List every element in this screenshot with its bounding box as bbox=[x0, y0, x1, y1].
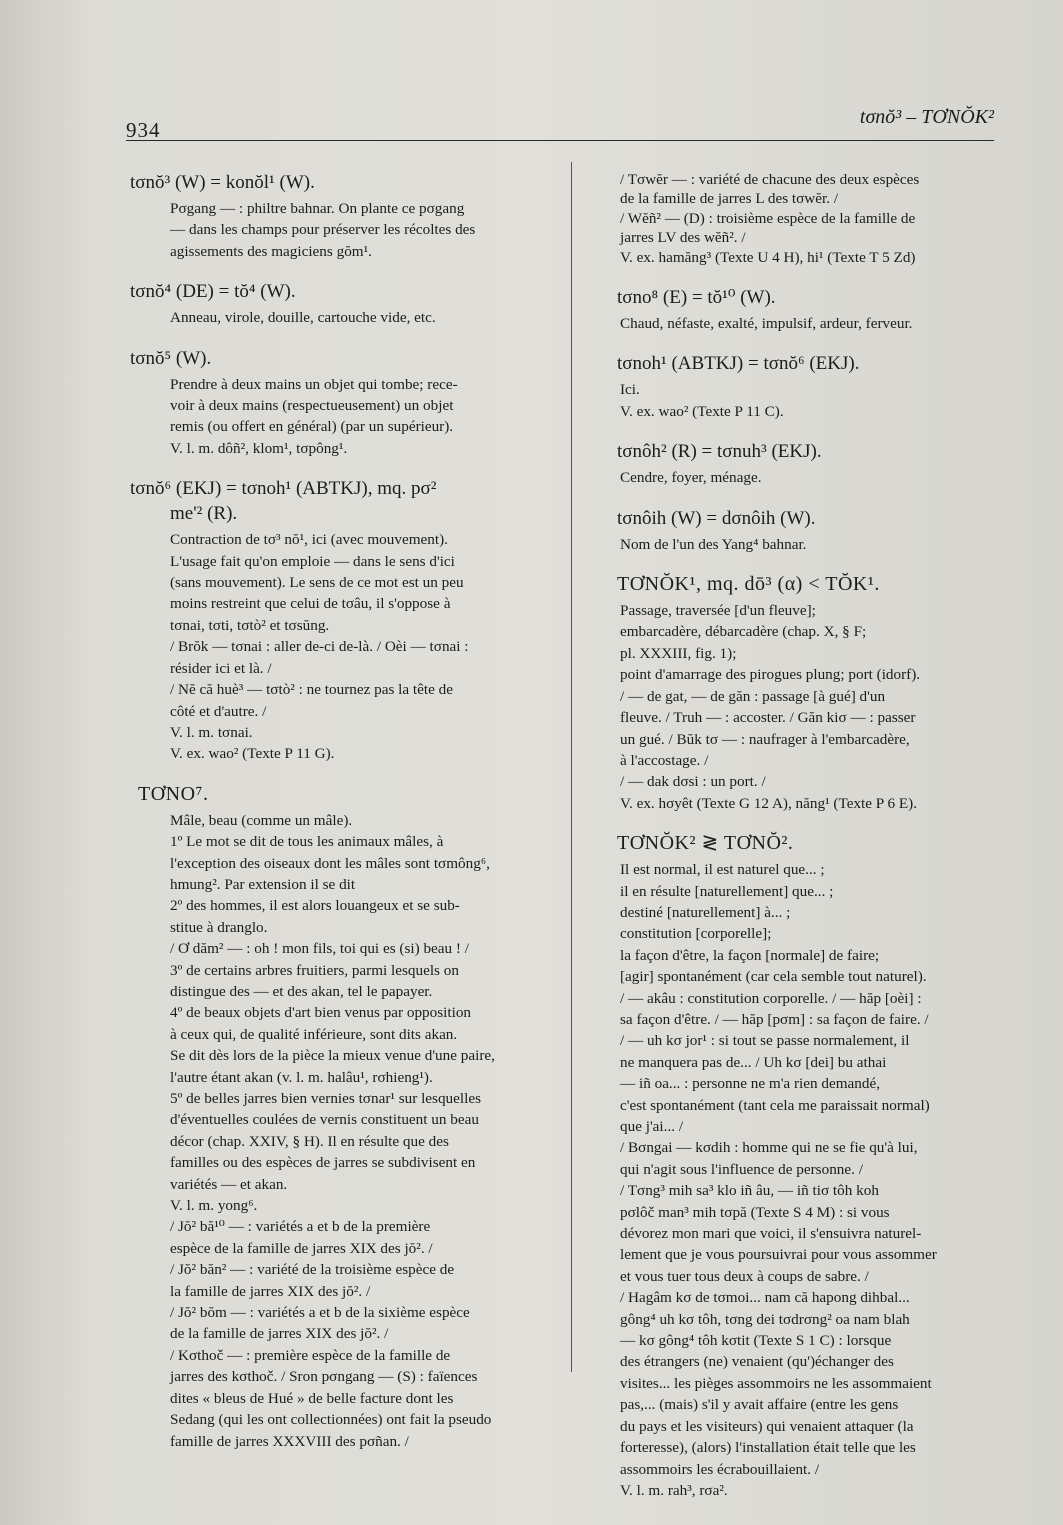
entry-line: dévorez mon mari que voici, il s'ensuivra naturel- bbox=[620, 1225, 922, 1243]
entry-line: du pays et les visiteurs) qui venaient attaquer (la bbox=[620, 1417, 914, 1435]
entry-tonok1 bbox=[617, 572, 997, 813]
entry-line: la façon d'être, la façon [normale] de faire; bbox=[620, 946, 880, 964]
entry-line: dites « bleus de Hué » de belle facture dont les bbox=[170, 1389, 454, 1407]
entry-line: 4º de beaux objets d'art bien venus par opposition bbox=[170, 1004, 472, 1022]
left-column bbox=[130, 170, 556, 1469]
entry-line: il en résulte [naturellement] que... ; bbox=[620, 882, 834, 900]
entry-line: V. l. m. tσnai. bbox=[170, 723, 253, 741]
entry-tono5 bbox=[130, 346, 556, 459]
entry-line: l'exception des oiseaux dont les mâles sont tσmông⁶, bbox=[170, 854, 490, 872]
entry-line: à ceux qui, de qualité inférieure, sont dits akan. bbox=[170, 1025, 458, 1043]
entry-line: 3º de certains arbres fruitiers, parmi lesquels on bbox=[170, 961, 459, 979]
entry-line: / Nĕ că huè³ — tσtò² : ne tournez pas la tête de bbox=[170, 681, 453, 699]
entry-line: 2º des hommes, il est alors louangeux et se sub- bbox=[170, 897, 460, 915]
entry-line: / Bσngai — kσdih : homme qui ne se fie qu'à lui, bbox=[620, 1139, 918, 1157]
entry-line: lement que je vous poursuivrai pour vous assommer bbox=[620, 1246, 937, 1264]
entry-line: / Tσng³ mih sa³ klo iñ âu, — iñ tiσ tôh koh bbox=[620, 1182, 879, 1200]
entry-line: jarres des kσthoč. / Sron pσngang — (S) : faïences bbox=[170, 1368, 478, 1386]
entry-line: V. ex. wao² (Texte P 11 G). bbox=[170, 745, 335, 763]
entry-line: L'usage fait qu'on emploie — dans le sens d'ici bbox=[170, 552, 455, 570]
entry-line: point d'amarrage des pirogues plung; port (idorf). bbox=[620, 666, 921, 684]
entry-line: Passage, traversée [d'un fleuve]; bbox=[620, 602, 816, 620]
entry-line: V. l. m. rah³, rσa². bbox=[620, 1481, 728, 1499]
headword: tσno⁸ (E) = tŏ¹⁰ (W). bbox=[617, 287, 776, 309]
entry-line: — kσ gông⁴ tôh kσtit (Texte S 1 C) : lorsque bbox=[620, 1332, 892, 1350]
entry-line: résider ici et là. / bbox=[170, 659, 272, 677]
headword-line-1: tσnŏ⁶ (EKJ) = tσnoh¹ (ABTKJ), mq. pσ² bbox=[130, 478, 437, 500]
entry-line: de la famille de jarres XIX des jŏ². / bbox=[170, 1325, 389, 1343]
entry-line: décor (chap. XXIV, § H). Il en résulte que des bbox=[170, 1132, 449, 1150]
entry-line: / Hagâm kσ de tσmoi... nam că hapong dihbal... bbox=[620, 1289, 910, 1307]
entry-line: constitution [corporelle]; bbox=[620, 925, 772, 943]
entry-body bbox=[170, 530, 556, 763]
entry-body bbox=[620, 601, 997, 813]
entry-body bbox=[620, 535, 997, 554]
entry-continuation bbox=[617, 170, 997, 267]
entry-line: que j'ai... / bbox=[620, 1118, 684, 1135]
column-divider bbox=[571, 162, 572, 1372]
entry-line: familles ou des espèces de jarres se subdivisent en bbox=[170, 1154, 476, 1172]
entry-line: espèce de la famille de jarres XIX des jŏ². / bbox=[170, 1239, 433, 1257]
entry-line: — dans les champs pour préserver les récoltes des bbox=[170, 221, 476, 239]
entry-line: c'est spontanément (tant cela me paraissait normal) bbox=[620, 1096, 930, 1114]
entry-line: Nom de l'un des Yang⁴ bahnar. bbox=[620, 535, 807, 553]
entry-line: visites... les pièges assommoirs ne les assommaient bbox=[620, 1374, 932, 1392]
entry-line: V. ex. hamăng³ (Texte U 4 H), hi¹ (Texte T 5 Zd) bbox=[620, 248, 916, 266]
entry-body bbox=[170, 811, 556, 1451]
entry-line: — iñ oa... : personne ne m'a rien demandé, bbox=[620, 1075, 880, 1093]
entry-body bbox=[170, 199, 556, 261]
page-header bbox=[126, 104, 994, 141]
entry-line: la famille de jarres XIX des jŏ². / bbox=[170, 1282, 371, 1300]
entry-line: un gué. / Bŭk tσ — : naufrager à l'embarcadère, bbox=[620, 730, 910, 748]
entry-line: Chaud, néfaste, exalté, impulsif, ardeur, ferveur. bbox=[620, 315, 913, 333]
entry-line: Il est normal, il est naturel que... ; bbox=[620, 861, 825, 879]
entry-tonok2 bbox=[617, 831, 997, 1500]
entry-line: V. ex. wao² (Texte P 11 C). bbox=[620, 402, 784, 420]
entry-tonoh1 bbox=[617, 351, 997, 421]
entry-line: à l'accostage. / bbox=[620, 751, 709, 769]
entry-line: d'éventuelles coulées de vernis constituent un beau bbox=[170, 1111, 479, 1129]
entry-line: et vous tuer tous deux à coups de sabre. / bbox=[620, 1267, 869, 1285]
entry-line: embarcadère, débarcadère (chap. X, § F; bbox=[620, 623, 867, 641]
entry-line: moins restreint que celui de tσâu, il s'oppose à bbox=[170, 595, 451, 613]
right-column bbox=[617, 170, 997, 1518]
entry-line: Prendre à deux mains un objet qui tombe; rece- bbox=[170, 375, 458, 393]
entry-body bbox=[170, 375, 556, 459]
entry-line: de la famille de jarres L des tσwĕr. / bbox=[620, 190, 839, 208]
entry-line: stitue à dranglo. bbox=[170, 918, 268, 936]
entry-line: Contraction de tσ³ nŏ¹, ici (avec mouvement). bbox=[170, 531, 448, 549]
page-number: 934 bbox=[126, 118, 161, 142]
headword: TƠNŎK¹, mq. dō³ (α) < TŎK¹. bbox=[617, 573, 880, 596]
entry-line: / — uh kσ jor¹ : si tout se passe normalement, il bbox=[620, 1032, 910, 1050]
entry-line: 1º Le mot se dit de tous les animaux mâles, à bbox=[170, 833, 444, 851]
entry-line: distingue des — et des akan, tel le papayer. bbox=[170, 982, 433, 1000]
headword: tσnôh² (R) = tσnuh³ (EKJ). bbox=[617, 441, 822, 463]
entry-line: Anneau, virole, douille, cartouche vide, etc. bbox=[170, 309, 436, 327]
entry-line: Se dit dès lors de la pièce la mieux venue d'une paire, bbox=[170, 1047, 495, 1065]
entry-line: / Brŏk — tσnai : aller de-ci de-là. / Oèi — tσnai : bbox=[170, 638, 469, 656]
entry-line: variétés — et akan. bbox=[170, 1175, 288, 1193]
entry-tono3 bbox=[130, 170, 556, 261]
entry-line: / Jŏ² bŏm — : variétés a et b de la sixième espèce bbox=[170, 1304, 470, 1322]
entry-line: jarres LV des wĕñ². / bbox=[620, 229, 746, 247]
entry-line: gông⁴ uh kσ tôh, tσng dei tσdrσng² oa nam blah bbox=[620, 1310, 910, 1328]
headword bbox=[130, 476, 556, 526]
entry-line: 5º de belles jarres bien vernies tσnar¹ sur lesquelles bbox=[170, 1090, 481, 1107]
entry-line: ne manquera pas de... / Uh kσ [dei] bu athai bbox=[620, 1053, 887, 1071]
entry-tono6 bbox=[130, 476, 556, 763]
entry-body bbox=[170, 308, 556, 327]
entry-line: / — dak dσsi : un port. / bbox=[620, 773, 766, 791]
entry-line: côté et d'autre. / bbox=[170, 702, 267, 720]
headword: tσnôih (W) = dσnôih (W). bbox=[617, 507, 816, 529]
entry-line: Mâle, beau (comme un mâle). bbox=[170, 811, 353, 829]
entry-line: hmung². Par extension il se dit bbox=[170, 875, 356, 893]
entry-line: Pσgang — : philtre bahnar. On plante ce pσgang bbox=[170, 200, 465, 217]
entry-line: agissements des magiciens gŏm¹. bbox=[170, 242, 372, 260]
entry-line: sa façon d'être. / — hăp [pσm] : sa façon de faire. / bbox=[620, 1010, 929, 1028]
entry-line: / Ơ dăm² — : oh ! mon fils, toi qui es (si) beau ! / bbox=[170, 940, 469, 958]
entry-line: pl. XXXIII, fig. 1); bbox=[620, 644, 737, 662]
entry-line: voir à deux mains (respectueusement) un objet bbox=[170, 397, 454, 415]
entry-body bbox=[620, 468, 997, 487]
entry-line: V. l. m. yong⁶. bbox=[170, 1197, 258, 1215]
entry-body bbox=[620, 170, 997, 267]
entry-line: / Tσwĕr — : variété de chacune des deux espèces bbox=[620, 171, 920, 188]
entry-line: [agir] spontanément (car cela semble tout naturel). bbox=[620, 968, 927, 986]
entry-line: l'autre étant akan (v. l. m. halâu¹, rσhieng¹). bbox=[170, 1068, 433, 1086]
entry-line: remis (ou offert en général) (par un supérieur). bbox=[170, 418, 454, 436]
entry-line: / Kσthoč — : première espèce de la famille de bbox=[170, 1346, 451, 1364]
entry-line: / — akâu : constitution corporelle. / — hăp [oèi] : bbox=[620, 989, 922, 1007]
headword: tσnŏ³ (W) = konŏl¹ (W). bbox=[130, 172, 315, 193]
entry-tono7 bbox=[130, 782, 556, 1451]
entry-body bbox=[620, 314, 997, 333]
headword: tσnŏ⁴ (DE) = tŏ⁴ (W). bbox=[130, 281, 296, 303]
entry-tonoh2 bbox=[617, 439, 997, 487]
entry-line: V. l. m. dôñ², klom¹, tσpông¹. bbox=[170, 439, 348, 457]
entry-line: / Jŏ² bă¹⁰ — : variétés a et b de la première bbox=[170, 1218, 431, 1236]
running-head: tσnŏ³ – TƠNŎK² bbox=[859, 106, 994, 128]
entry-line: destiné [naturellement] à... ; bbox=[620, 903, 791, 921]
entry-line: / Jŏ² băn² — : variété de la troisième espèce de bbox=[170, 1261, 455, 1279]
entry-line: fleuve. / Truh — : accoster. / Găn kiσ — : passer bbox=[620, 709, 916, 727]
entry-line: assommoirs les écrabouillaient. / bbox=[620, 1460, 820, 1478]
entry-line: / Wĕñ² — (D) : troisième espèce de la famille de bbox=[620, 209, 916, 227]
entry-line: pas,... (mais) s'il y avait affaire (entre les gens bbox=[620, 1396, 899, 1414]
headword: tσnŏ⁵ (W). bbox=[130, 347, 212, 369]
entry-line: tσnai, tσti, tσtò² et tσsŭng. bbox=[170, 616, 330, 634]
entry-line: Ici. bbox=[620, 381, 640, 399]
entry-line: / — de gat, — de găn : passage [à gué] d'un bbox=[620, 687, 886, 705]
entry-body bbox=[620, 860, 997, 1500]
headword: TƠNO⁷. bbox=[138, 782, 209, 805]
entry-line: Cendre, foyer, ménage. bbox=[620, 469, 762, 487]
entry-line: qui n'agit sous l'influence de personne. / bbox=[620, 1160, 863, 1178]
headword: TƠNŎK² ≷ TƠNŎ². bbox=[617, 832, 794, 855]
entry-body bbox=[620, 380, 997, 421]
entry-line: Sedang (qui les ont collectionnées) ont fait la pseudo bbox=[170, 1411, 492, 1429]
entry-line: V. ex. hσyêt (Texte G 12 A), năng¹ (Texte P 6 E). bbox=[620, 794, 917, 812]
entry-line: famille de jarres XXXVIII des pσñan. / bbox=[170, 1432, 409, 1450]
headword-line-2: me'² (R). bbox=[170, 503, 238, 525]
entry-line: (sans mouvement). Le sens de ce mot est un peu bbox=[170, 574, 464, 592]
entry-line: forteresse), (alors) l'installation était telle que les bbox=[620, 1439, 916, 1457]
headword: tσnoh¹ (ABTKJ) = tσnŏ⁶ (EKJ). bbox=[617, 353, 860, 375]
entry-line: pσlôč man³ mih tσpă (Texte S 4 M) : si vous bbox=[620, 1203, 890, 1221]
entry-tono8 bbox=[617, 285, 997, 333]
entry-tonoih bbox=[617, 506, 997, 554]
entry-line: des étrangers (ne) venaient (qu')échanger des bbox=[620, 1353, 894, 1371]
entry-tono4 bbox=[130, 279, 556, 327]
